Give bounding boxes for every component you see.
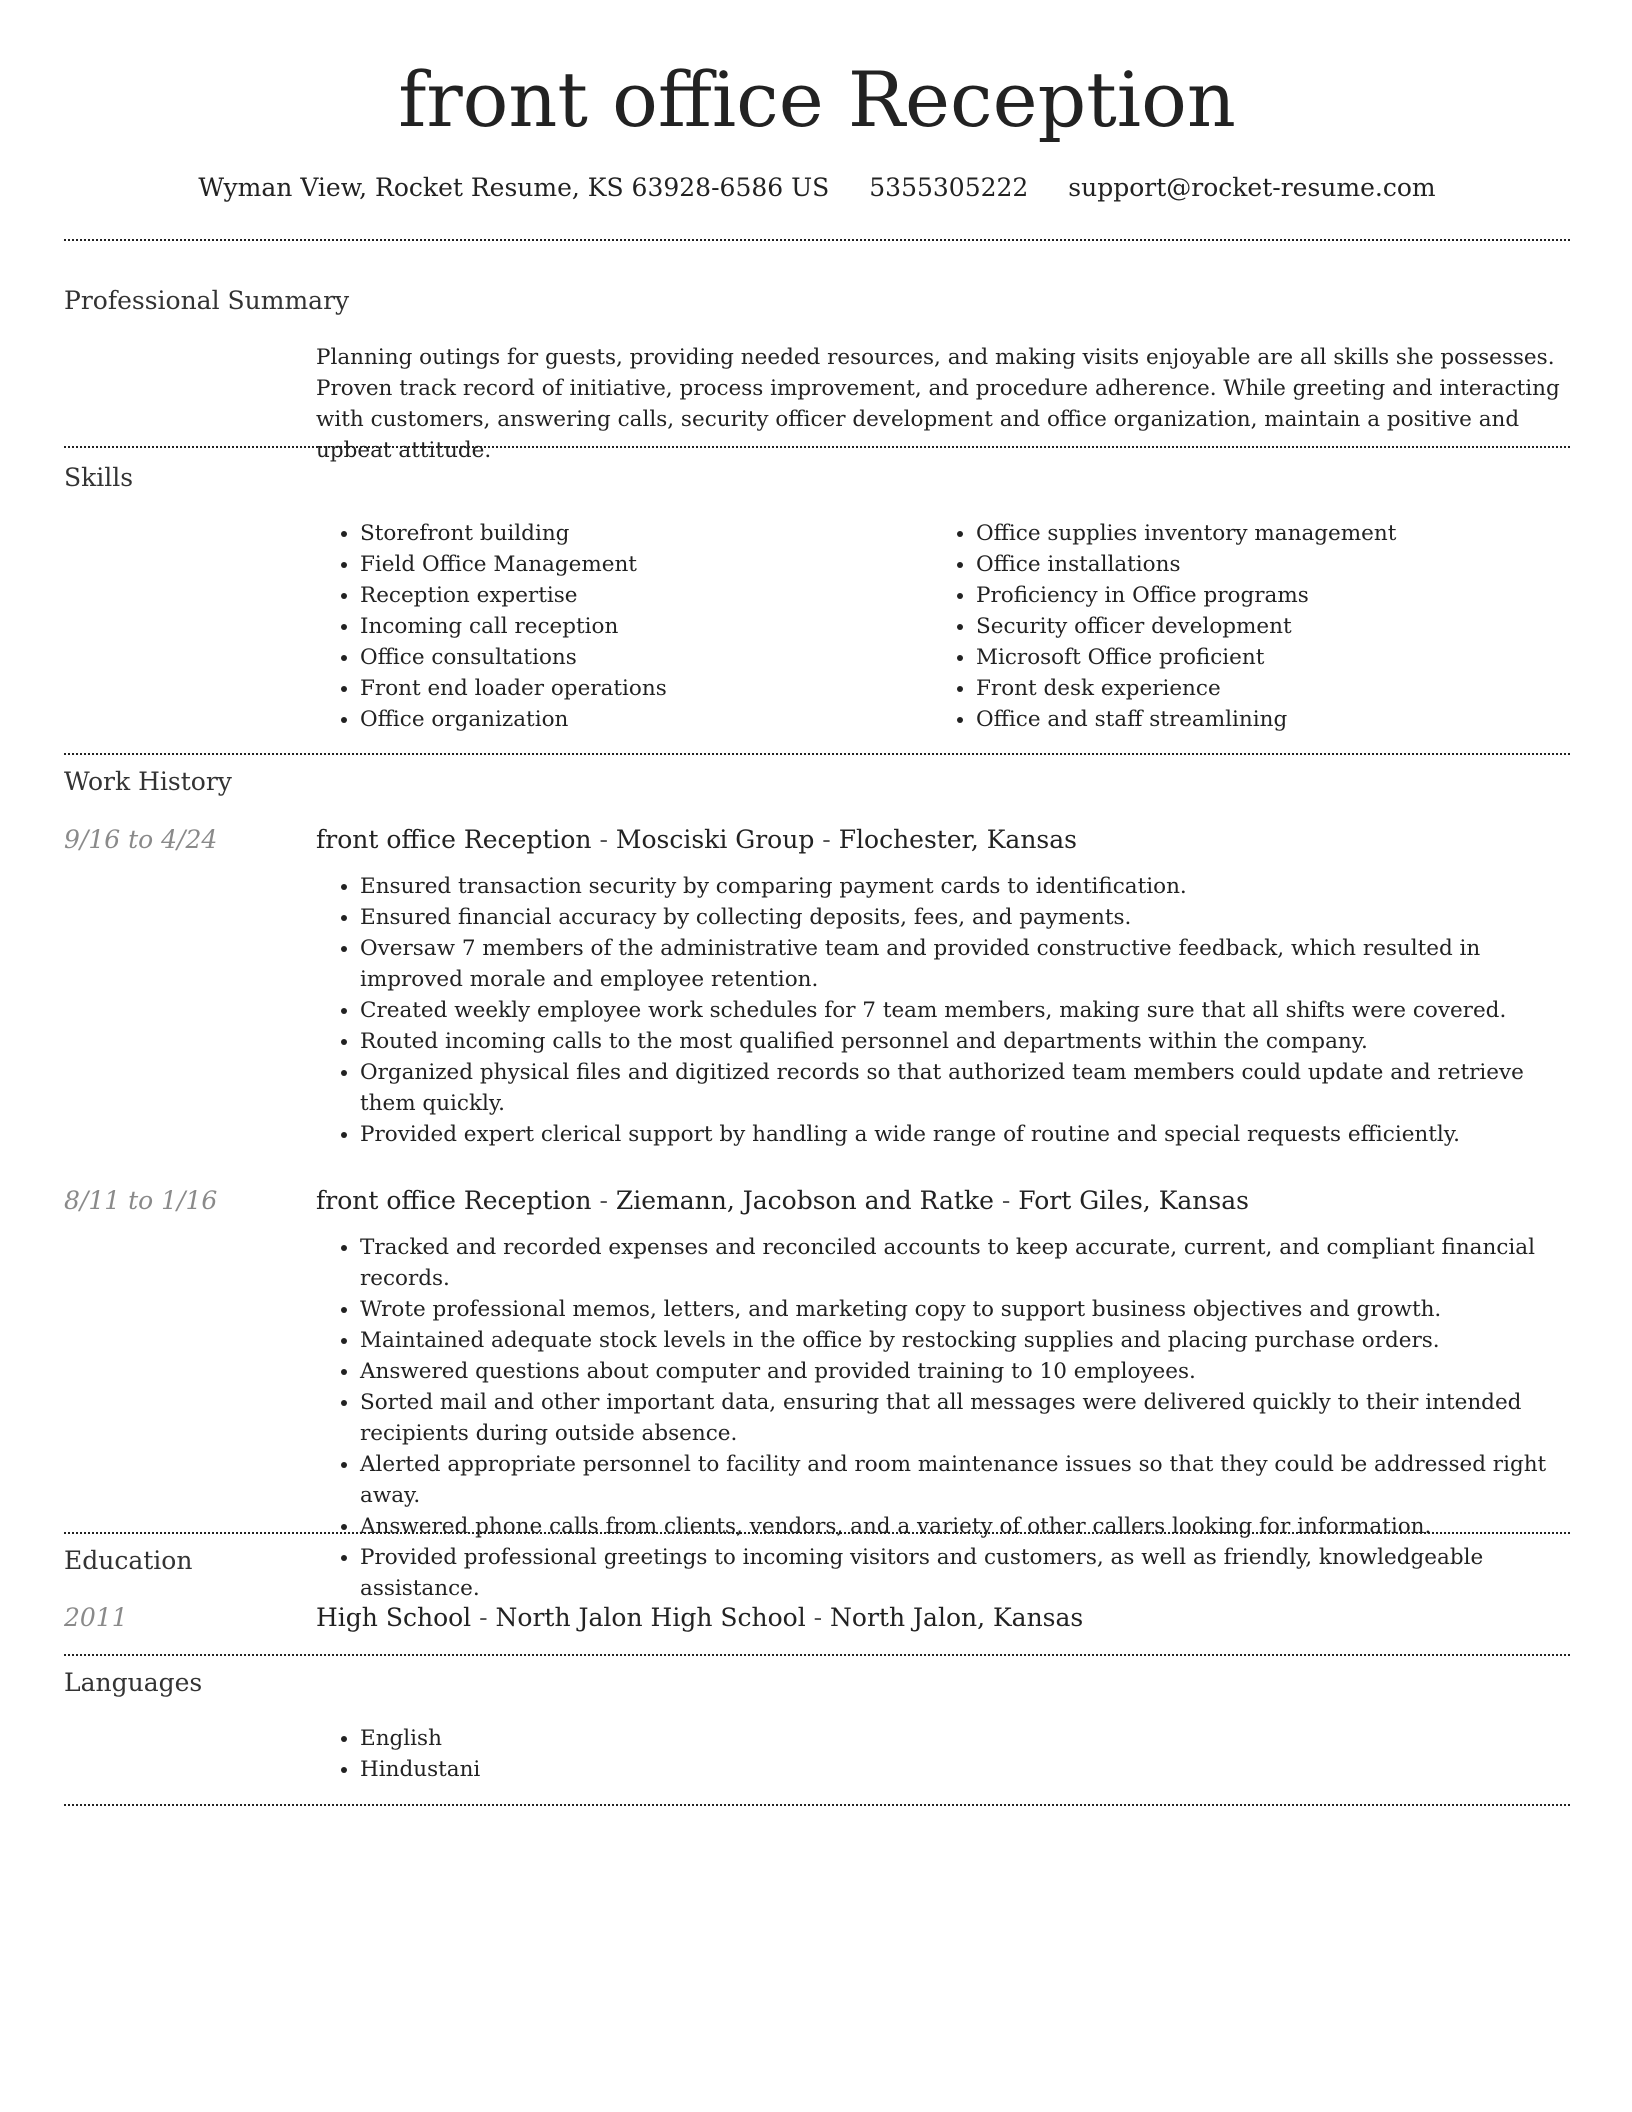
job-dates: 8/11 to 1/16 bbox=[64, 1186, 218, 1215]
skill-item: • Incoming call reception bbox=[360, 611, 916, 642]
job-role: front office Reception bbox=[316, 1186, 592, 1215]
contact-phone: 5355305222 bbox=[869, 173, 1029, 202]
job-location: Fort Giles, Kansas bbox=[1018, 1186, 1249, 1215]
skill-item: • Office supplies inventory management bbox=[976, 518, 1532, 549]
job-entry bbox=[316, 1184, 1570, 1604]
job-bullet: • Maintained adequate stock levels in the office by restocking supplies and placing purchase orders. bbox=[360, 1325, 1570, 1356]
job-bullet: • Wrote professional memos, letters, and marketing copy to support business objectives and growth. bbox=[360, 1294, 1570, 1325]
skills-column-left bbox=[316, 518, 916, 735]
job-bullet: • Tracked and recorded expenses and reconciled accounts to keep accurate, current, and compliant financial records. bbox=[360, 1232, 1570, 1294]
separator: - bbox=[471, 1603, 496, 1632]
divider bbox=[64, 1532, 1570, 1534]
skill-item: • Proficiency in Office programs bbox=[976, 580, 1532, 611]
job-dates: 9/16 to 4/24 bbox=[64, 825, 218, 854]
job-bullets bbox=[316, 1232, 1570, 1604]
job-company: Mosciski Group bbox=[615, 825, 815, 854]
contact-address: Wyman View, Rocket Resume, KS 63928-6586 US bbox=[198, 173, 830, 202]
job-bullet: • Provided expert clerical support by handling a wide range of routine and special requests efficiently. bbox=[360, 1119, 1570, 1150]
skill-item: • Front end loader operations bbox=[360, 673, 916, 704]
skill-item: • Office installations bbox=[976, 549, 1532, 580]
divider bbox=[64, 753, 1570, 755]
job-bullet: • Provided professional greetings to incoming visitors and customers, as well as friendly, knowledgeable assistance. bbox=[360, 1542, 1570, 1604]
education-entry bbox=[316, 1601, 1570, 1635]
languages-section bbox=[316, 1723, 1570, 1785]
section-title-education: Education bbox=[64, 1546, 193, 1575]
skill-item: • Office consultations bbox=[360, 642, 916, 673]
job-bullet: • Answered questions about computer and provided training to 10 employees. bbox=[360, 1356, 1570, 1387]
section-title-work: Work History bbox=[64, 767, 232, 796]
separator: - bbox=[591, 1186, 616, 1215]
education-location: North Jalon, Kansas bbox=[830, 1603, 1084, 1632]
skill-item: • Storefront building bbox=[360, 518, 916, 549]
job-bullet: • Answered phone calls from clients, vendors, and a variety of other callers looking for information. bbox=[360, 1511, 1570, 1542]
divider bbox=[64, 446, 1570, 448]
separator: - bbox=[993, 1186, 1019, 1215]
section-title-summary: Professional Summary bbox=[64, 286, 350, 315]
education-year: 2011 bbox=[64, 1603, 128, 1632]
job-bullet: • Alerted appropriate personnel to facility and room maintenance issues so that they could be addressed right away. bbox=[360, 1449, 1570, 1511]
skill-item: • Front desk experience bbox=[976, 673, 1532, 704]
job-entry bbox=[316, 823, 1570, 1150]
contact-email: support@rocket-resume.com bbox=[1068, 173, 1436, 202]
section-title-languages: Languages bbox=[64, 1668, 203, 1697]
skill-item: • Office organization bbox=[360, 704, 916, 735]
job-bullets bbox=[316, 871, 1570, 1150]
job-bullet: • Organized physical files and digitized records so that authorized team members could update and retrieve them quickly. bbox=[360, 1057, 1570, 1119]
skill-item: • Reception expertise bbox=[360, 580, 916, 611]
divider bbox=[64, 239, 1570, 241]
job-location: Flochester, Kansas bbox=[838, 825, 1077, 854]
divider bbox=[64, 1804, 1570, 1806]
skills-section bbox=[316, 518, 1570, 738]
separator: - bbox=[814, 825, 839, 854]
divider bbox=[64, 1654, 1570, 1656]
job-bullet: • Ensured financial accuracy by collecting deposits, fees, and payments. bbox=[360, 902, 1570, 933]
job-company: Ziemann, Jacobson and Ratke bbox=[615, 1186, 994, 1215]
skill-item: • Office and staff streamlining bbox=[976, 704, 1532, 735]
summary-text: Planning outings for guests, providing needed resources, and making visits enjoyable are all skills she possesses. Proven track record of initiative, process improvement, and procedure adherence. While greeting and interacting with customers, answering calls, security officer development and office organization, maintain a positive and upbeat attitude. bbox=[316, 345, 1560, 463]
education-degree: High School bbox=[316, 1603, 472, 1632]
skill-item: • Security officer development bbox=[976, 611, 1532, 642]
job-bullet: • Ensured transaction security by comparing payment cards to identification. bbox=[360, 871, 1570, 902]
section-title-skills: Skills bbox=[64, 463, 134, 492]
job-bullet: • Created weekly employee work schedules for 7 team members, making sure that all shifts were covered. bbox=[360, 995, 1570, 1026]
job-heading bbox=[316, 823, 1570, 857]
separator: - bbox=[805, 1603, 831, 1632]
candidate-name: front office Reception bbox=[398, 55, 1236, 144]
job-bullet: • Oversaw 7 members of the administrative team and provided constructive feedback, which resulted in improved morale and employee retention. bbox=[360, 933, 1570, 995]
job-bullet: • Routed incoming calls to the most qualified personnel and departments within the company. bbox=[360, 1026, 1570, 1057]
separator: - bbox=[591, 825, 616, 854]
skills-column-right bbox=[932, 518, 1532, 735]
education-heading bbox=[316, 1601, 1570, 1635]
education-school: North Jalon High School bbox=[495, 1603, 806, 1632]
job-bullet: • Sorted mail and other important data, ensuring that all messages were delivered quickly to their intended recipients during outside absence. bbox=[360, 1387, 1570, 1449]
skill-item: • Field Office Management bbox=[360, 549, 916, 580]
skill-item: • Microsoft Office proficient bbox=[976, 642, 1532, 673]
job-role: front office Reception bbox=[316, 825, 592, 854]
language-item: • English bbox=[360, 1723, 1570, 1754]
language-item: • Hindustani bbox=[360, 1754, 1570, 1785]
contact-line bbox=[64, 170, 1570, 206]
job-heading bbox=[316, 1184, 1570, 1218]
